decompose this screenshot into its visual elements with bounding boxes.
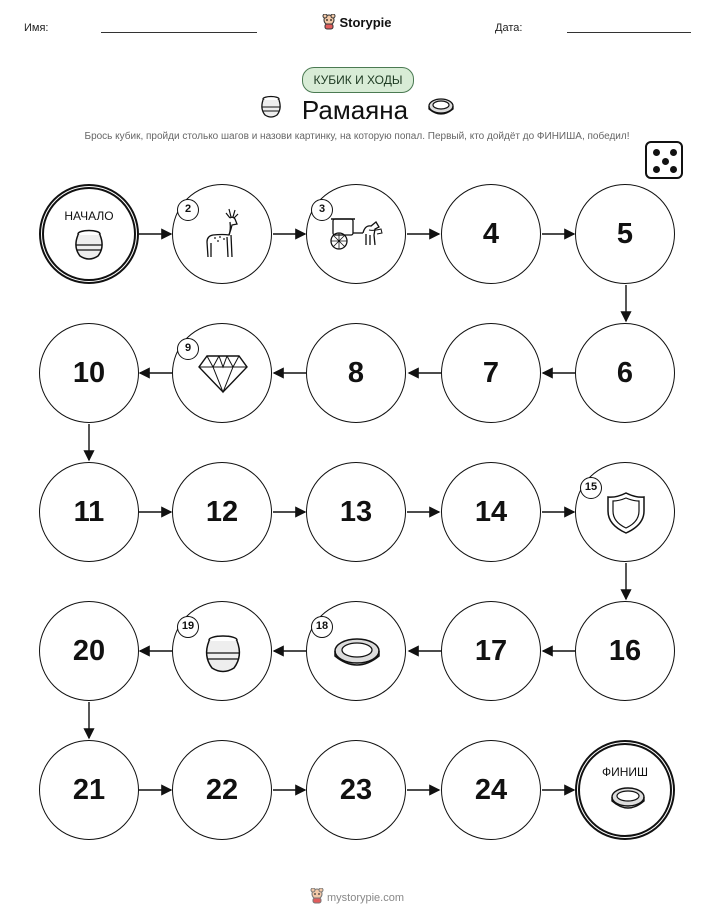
cell-number: 21 (72, 773, 106, 806)
pot-icon (201, 632, 245, 681)
game-type-tag: КУБИК И ХОДЫ (302, 67, 414, 93)
board-cell-4[interactable] (441, 184, 541, 284)
board-cell-18[interactable] (306, 601, 406, 701)
footer-url[interactable]: mystorypie.com (326, 892, 405, 904)
finish-cell[interactable] (575, 740, 675, 840)
cell-number: 17 (474, 634, 508, 667)
footer (0, 888, 714, 907)
mascot-icon (310, 888, 324, 907)
cell-number-badge: 2 (177, 199, 199, 221)
date-label: Дата: (495, 22, 523, 34)
board-cell-2[interactable] (172, 184, 272, 284)
ring-icon (608, 785, 648, 820)
board-cell-20[interactable] (39, 601, 139, 701)
start-label: НАЧАЛО (64, 209, 114, 223)
name-label: Имя: (24, 22, 49, 34)
cell-number-badge: 15 (580, 477, 602, 499)
cell-number: 22 (205, 773, 239, 806)
chariot-icon (329, 213, 385, 258)
board-cell-8[interactable] (306, 323, 406, 423)
board-cell-19[interactable] (172, 601, 272, 701)
deer-icon (199, 207, 247, 270)
cell-number-badge: 19 (177, 616, 199, 638)
board-cell-24[interactable] (441, 740, 541, 840)
cell-number-badge: 9 (177, 338, 199, 360)
cell-number: 5 (616, 217, 634, 250)
cell-number: 10 (72, 356, 106, 389)
board-cell-14[interactable] (441, 462, 541, 562)
board-cell-7[interactable] (441, 323, 541, 423)
cell-number: 8 (347, 356, 365, 389)
cell-number: 16 (608, 634, 642, 667)
board-cell-10[interactable] (39, 323, 139, 423)
gem-icon (197, 354, 249, 399)
board-cell-6[interactable] (575, 323, 675, 423)
board-cell-22[interactable] (172, 740, 272, 840)
cell-number: 24 (474, 773, 508, 806)
board-cell-17[interactable] (441, 601, 541, 701)
board-cell-9[interactable] (172, 323, 272, 423)
start-cell[interactable] (39, 184, 139, 284)
cell-number: 11 (73, 495, 105, 528)
finish-label: ФИНИШ (601, 765, 649, 779)
board-cell-21[interactable] (39, 740, 139, 840)
cell-number: 14 (474, 495, 508, 528)
cell-number: 23 (339, 773, 373, 806)
cell-number-badge: 3 (311, 199, 333, 221)
board-cell-12[interactable] (172, 462, 272, 562)
cell-number: 12 (205, 495, 239, 528)
board-cell-5[interactable] (575, 184, 675, 284)
board-cell-3[interactable] (306, 184, 406, 284)
brand-name: Storypie (339, 15, 392, 30)
board-cell-15[interactable] (575, 462, 675, 562)
cell-number: 7 (482, 356, 500, 389)
board-cell-13[interactable] (306, 462, 406, 562)
board-cell-16[interactable] (575, 601, 675, 701)
cell-number: 13 (339, 495, 373, 528)
cell-number: 4 (482, 217, 500, 250)
cell-number-badge: 18 (311, 616, 333, 638)
cell-number: 6 (616, 356, 634, 389)
board-cell-11[interactable] (39, 462, 139, 562)
board-cell-23[interactable] (306, 740, 406, 840)
shield-icon (606, 491, 646, 540)
cell-number: 20 (72, 634, 106, 667)
instructions: Брось кубик, пройди столько шагов и назови картинку, на которую попал. Первый, кто дойдёт до ФИНИША, победил! (84, 131, 630, 142)
page-title: Рамаяна (301, 95, 409, 125)
pot-icon (71, 227, 107, 268)
ring-icon (331, 636, 383, 677)
